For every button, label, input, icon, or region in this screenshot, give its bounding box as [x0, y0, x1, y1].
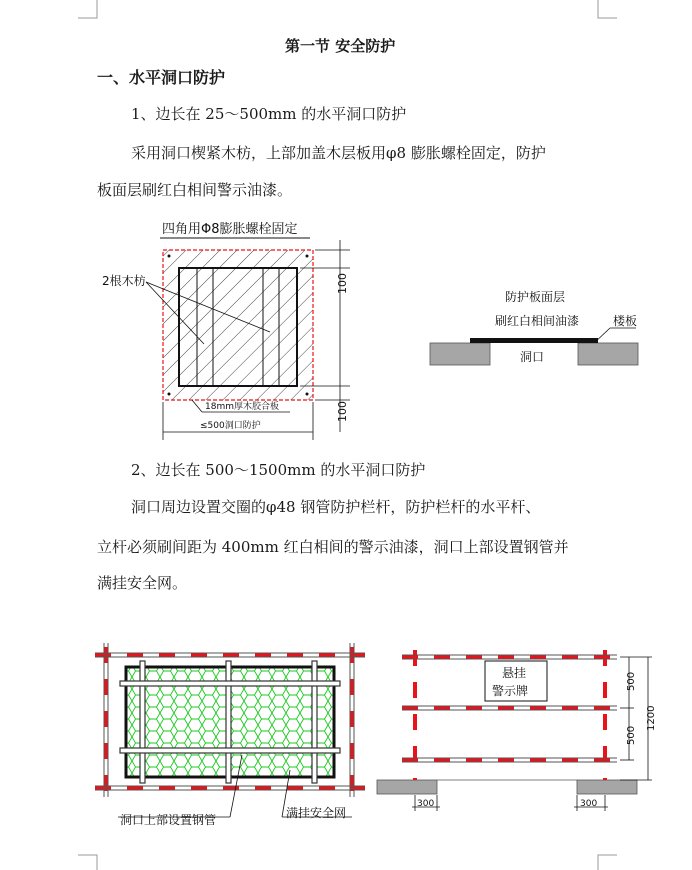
figure-large-opening-plan — [90, 635, 380, 835]
floor-slab-right — [578, 343, 638, 365]
item-1-heading: 1、边长在 25～500mm 的水平洞口防护 — [131, 105, 407, 123]
item-2-paragraph-line1: 洞口周边设置交圈的φ48 钢管防护栏杆，防护栏杆的水平杆、 — [131, 498, 541, 516]
dimension-lower: 500 — [626, 725, 637, 745]
dimension-upper: 500 — [626, 671, 637, 691]
figure-small-opening-section — [420, 285, 650, 375]
item-2-paragraph-line2: 立杆必须刷间距为 400mm 红白相间的警示油漆，洞口上部设置钢管并 — [97, 538, 569, 556]
sign-line1: 悬挂 — [502, 666, 527, 680]
ground-left — [377, 780, 437, 794]
heading-horizontal-openings: 一、水平洞口防护 — [97, 68, 226, 87]
label-safety-net: 满挂安全网 — [286, 806, 347, 820]
figure-large-opening-elevation — [372, 635, 672, 815]
sign-line2: 警示牌 — [492, 684, 529, 698]
dimension-left-base: 300 — [417, 799, 435, 809]
dimension-total: 1200 — [646, 705, 657, 731]
item-2-paragraph-line3: 满挂安全网。 — [97, 574, 188, 592]
label-plywood: 18mm厚木胶合板 — [205, 402, 279, 412]
label-red-white-paint: 刷红白相间油漆 — [495, 314, 580, 328]
dimension-right-base: 300 — [580, 799, 598, 809]
label-floor-slab: 楼板 — [613, 314, 638, 328]
item-2-heading: 2、边长在 500～1500mm 的水平洞口防护 — [131, 461, 426, 479]
item-1-paragraph-line1: 采用洞口楔紧木枋，上部加盖木层板用φ8 膨胀螺栓固定，防护 — [131, 144, 546, 162]
dimension-top: 100 — [336, 273, 349, 294]
dimension-bottom: 100 — [336, 401, 349, 422]
label-steel-pipe: 洞口上部设置钢管 — [120, 813, 217, 827]
label-corner-bolts: 四角用Φ8膨胀螺栓固定 — [162, 222, 298, 237]
section-title: 第一节 安全防护 — [285, 37, 396, 55]
floor-slab-left — [430, 343, 490, 365]
label-protection-board: 防护板面层 — [505, 290, 566, 304]
figure-small-opening-plan — [90, 210, 370, 445]
protection-board — [470, 338, 598, 343]
label-opening: 洞口 — [520, 350, 545, 364]
label-timber: 2根木枋 — [102, 274, 146, 288]
label-opening-size: ≤500洞口防护 — [200, 421, 261, 431]
item-1-paragraph-line2: 板面层刷红白相间警示油漆。 — [97, 181, 293, 199]
ground-right — [577, 780, 637, 794]
